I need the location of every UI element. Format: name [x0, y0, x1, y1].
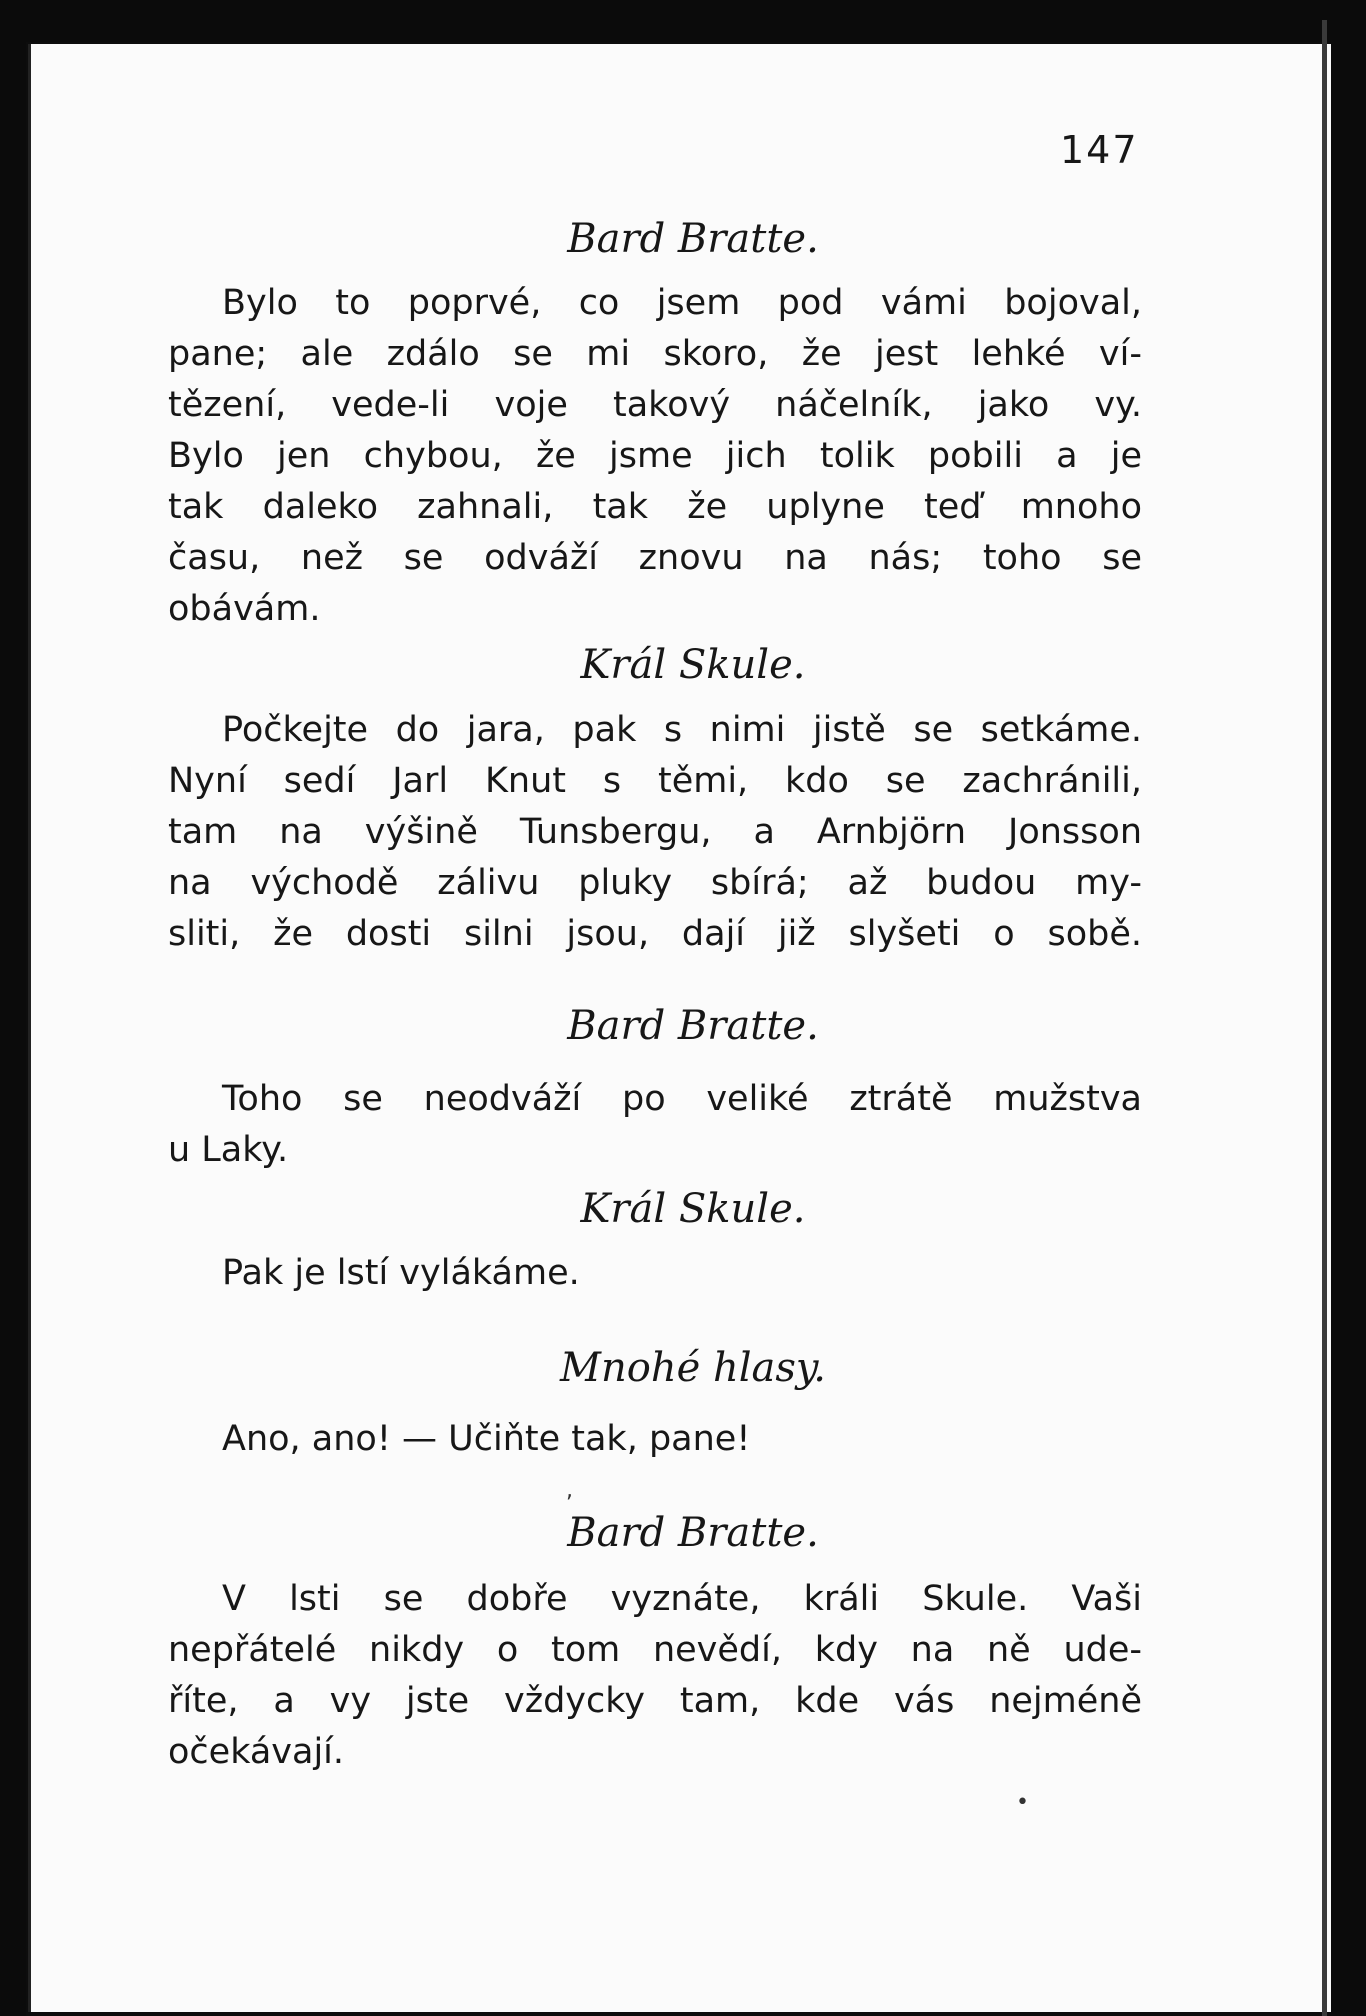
text-line: na východě zálivu pluky sbírá; až budou my- — [168, 863, 1142, 903]
text-line: času, než se odváží znovu na nás; toho se — [168, 538, 1142, 578]
text-line: obávám. — [168, 589, 321, 629]
speaker-heading: Král Skule. — [580, 1186, 806, 1232]
text-line: tam na výšině Tunsbergu, a Arnbjörn Jonsson — [168, 812, 1142, 852]
text-line: pane; ale zdálo se mi skoro, že jest lehké ví- — [168, 334, 1142, 374]
text-line: očekávají. — [168, 1732, 345, 1772]
ink-speck: , — [566, 1478, 573, 1503]
ink-speck: • — [1016, 1790, 1029, 1815]
speaker-heading: Mnohé hlasy. — [560, 1345, 826, 1391]
text-line: tak daleko zahnali, tak že uplyne teď mnoho — [168, 487, 1142, 527]
text-line: říte, a vy jste vždycky tam, kde vás nejméně — [168, 1681, 1142, 1721]
text-line: Bylo to poprvé, co jsem pod vámi bojoval, — [222, 283, 1142, 323]
text-line: Ano, ano! — Učiňte tak, pane! — [222, 1419, 751, 1459]
text-line: Toho se neodváží po veliké ztrátě mužstva — [222, 1079, 1142, 1119]
text-line: sliti, že dosti silni jsou, dají již slyšeti o sobě. — [168, 914, 1142, 954]
text-line: nepřátelé nikdy o tom nevědí, kdy na ně ude- — [168, 1630, 1142, 1670]
page-number: 147 — [1060, 128, 1139, 172]
speaker-heading: Král Skule. — [580, 642, 806, 688]
speaker-heading: Bard Bratte. — [567, 216, 819, 262]
text-line: Počkejte do jara, pak s nimi jistě se setkáme. — [222, 710, 1142, 750]
text-line: V lsti se dobře vyznáte, králi Skule. Vaši — [222, 1579, 1142, 1619]
text-line: u Laky. — [168, 1130, 289, 1170]
speaker-heading: Bard Bratte. — [567, 1510, 819, 1556]
text-line: Bylo jen chybou, že jsme jich tolik pobili a je — [168, 436, 1142, 476]
text-line: tězení, vede-li voje takový náčelník, jako vy. — [168, 385, 1142, 425]
text-line: Nyní sedí Jarl Knut s těmi, kdo se zachránili, — [168, 761, 1142, 801]
speaker-heading: Bard Bratte. — [567, 1003, 819, 1049]
text-line: Pak je lstí vylákáme. — [222, 1253, 580, 1293]
